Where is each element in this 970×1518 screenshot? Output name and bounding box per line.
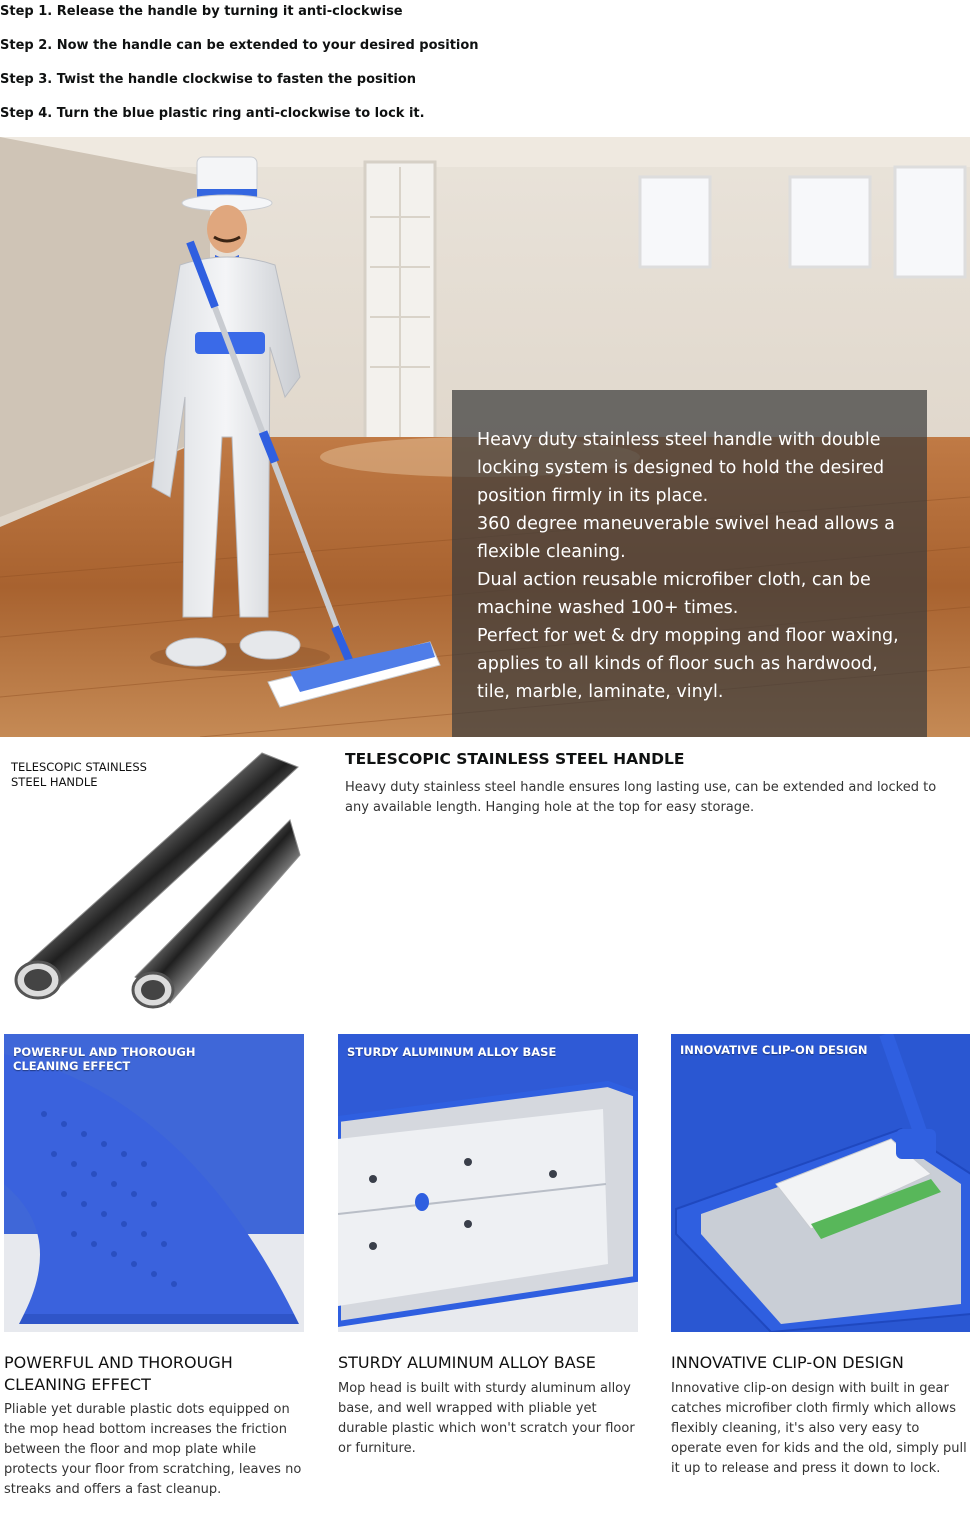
feature-badge-cleaning: [13, 1045, 253, 1073]
step-3: Step 3. Twist the handle clockwise to fasten the position: [0, 72, 417, 87]
feature-title-line-1: STURDY ALUMINUM ALLOY BASE: [338, 1353, 596, 1372]
feature-badge-base: [347, 1045, 587, 1059]
step-1: Step 1. Release the handle by turning it anti-clockwise: [0, 4, 403, 19]
feature-title-clip: [671, 1352, 970, 1374]
clip-on-design-illustration: [671, 1034, 970, 1332]
handle-section-title: TELESCOPIC STAINLESS STEEL HANDLE: [345, 750, 685, 768]
badge-line-1: STURDY ALUMINUM ALLOY BASE: [347, 1045, 557, 1059]
hero-line-1: Heavy duty stainless steel handle with double locking system is designed to hold the desired position firmly in its place.: [477, 430, 885, 506]
feature-title-line-1: POWERFUL AND THOROUGH: [4, 1353, 233, 1372]
handle-caption-line-1: TELESCOPIC STAINLESS: [11, 760, 147, 774]
hero-banner: [0, 137, 970, 737]
aluminum-base-illustration: [338, 1034, 638, 1332]
feature-description-cleaning: Pliable yet durable plastic dots equipped on the mop head bottom increases the friction between the floor and mop plate while protects your floor from scratching, leaves no streaks and offers a fast cleanup.: [4, 1402, 302, 1497]
badge-line-2: CLEANING EFFECT: [13, 1059, 131, 1073]
feature-image-clip: [671, 1034, 970, 1332]
mop-bottom-dots-illustration: [4, 1034, 304, 1332]
feature-title-base: [338, 1352, 638, 1374]
feature-image-base: [338, 1034, 638, 1332]
badge-line-1: INNOVATIVE CLIP-ON DESIGN: [680, 1043, 868, 1057]
feature-badge-clip: [680, 1043, 920, 1057]
handle-section-description: Heavy duty stainless steel handle ensures long lasting use, can be extended and locked to any available length. Hanging hole at the top for easy storage.: [345, 780, 937, 815]
feature-description-base: Mop head is built with sturdy aluminum alloy base, and well wrapped with pliable yet durable plastic which won't scratch your floor or furniture.: [338, 1381, 635, 1456]
feature-title-line-2: CLEANING EFFECT: [4, 1375, 151, 1394]
hero-line-2: 360 degree maneuverable swivel head allows a flexible cleaning.: [477, 514, 895, 562]
hero-feature-text: [477, 426, 907, 706]
handle-image-caption: [11, 760, 147, 790]
handle-caption-line-2: STEEL HANDLE: [11, 775, 98, 789]
badge-line-1: POWERFUL AND THOROUGH: [13, 1045, 196, 1059]
feature-image-dots: [4, 1034, 304, 1332]
feature-description-clip: Innovative clip-on design with built in gear catches microfiber cloth firmly which allows flexibly cleaning, it's also very easy to operate even for kids and the old, simply pull it up to release and press it down to lock.: [671, 1381, 967, 1476]
step-2: Step 2. Now the handle can be extended to your desired position: [0, 38, 479, 53]
feature-title-line-1: INNOVATIVE CLIP-ON DESIGN: [671, 1353, 904, 1372]
hero-line-3: Dual action reusable microfiber cloth, can be machine washed 100+ times.: [477, 570, 871, 618]
step-4: Step 4. Turn the blue plastic ring anti-clockwise to lock it.: [0, 106, 425, 121]
feature-title-cleaning: [4, 1352, 304, 1396]
hero-line-4: Perfect for wet & dry mopping and floor waxing, applies to all kinds of floor such as hardwood, tile, marble, laminate, vinyl.: [477, 626, 899, 702]
